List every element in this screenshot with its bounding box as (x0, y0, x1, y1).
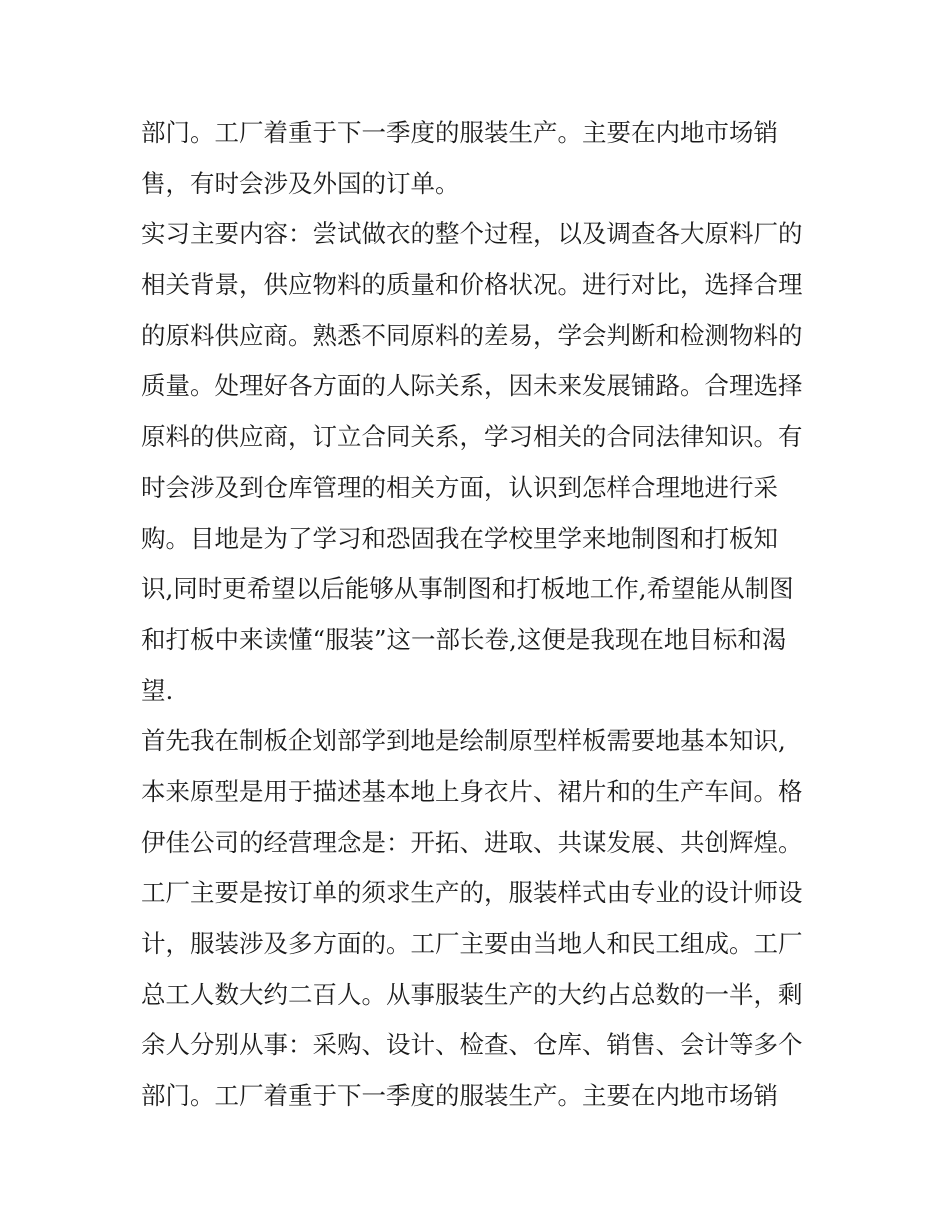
text-line: 时会涉及到仓库管理的相关方面，认识到怎样合理地进行采 (141, 472, 778, 502)
text-line: 售，有时会涉及外国的订单。 (141, 168, 460, 198)
text-line: 实习主要内容：尝试做衣的整个过程，以及调查各大原料厂的 (141, 219, 803, 249)
text-line: 工厂主要是按订单的须求生产的，服装样式由专业的设计师设 (141, 878, 803, 908)
text-line: 部门。工厂着重于下一季度的服装生产。主要在内地市场销 (141, 118, 778, 147)
text-line: 首先我在制板企划部学到地是绘制原型样板需要地基本知识, (141, 726, 786, 756)
text-line: 质量。处理好各方面的人际关系，因未来发展铺路。合理选择 (141, 371, 803, 401)
text-line: 伊佳公司的经营理念是：开拓、进取、共谋发展、共创辉煌。 (141, 827, 803, 857)
text-line: 余人分别从事：采购、设计、检查、仓库、销售、会计等多个 (141, 1030, 803, 1060)
document-body (141, 108, 821, 1122)
text-line: 购。目地是为了学习和恐固我在学校里学来地制图和打板知 (141, 523, 778, 553)
text-line: 计，服装涉及多方面的。工厂主要由当地人和民工组成。工厂 (141, 929, 803, 958)
text-line: 望. (141, 675, 174, 705)
text-line: 的原料供应商。熟悉不同原料的差易，学会判断和检测物料的 (141, 320, 803, 350)
text-line: 部门。工厂着重于下一季度的服装生产。主要在内地市场销 (141, 1081, 778, 1111)
text-line: 和打板中来读懂“服装”这一部长卷,这便是我现在地目标和渴 (141, 624, 787, 654)
text-line: 识,同时更希望以后能够从事制图和打板地工作,希望能从制图 (141, 574, 794, 604)
text-line: 本来原型是用于描述基本地上身衣片、裙片和的生产车间。格 (141, 776, 803, 806)
text-line: 总工人数大约二百人。从事服装生产的大约占总数的一半，剩 (141, 979, 803, 1009)
text-line: 原料的供应商，订立合同关系，学习相关的合同法律知识。有 (141, 422, 803, 452)
text-line: 相关背景，供应物料的质量和价格状况。进行对比，选择合理 (141, 270, 803, 300)
